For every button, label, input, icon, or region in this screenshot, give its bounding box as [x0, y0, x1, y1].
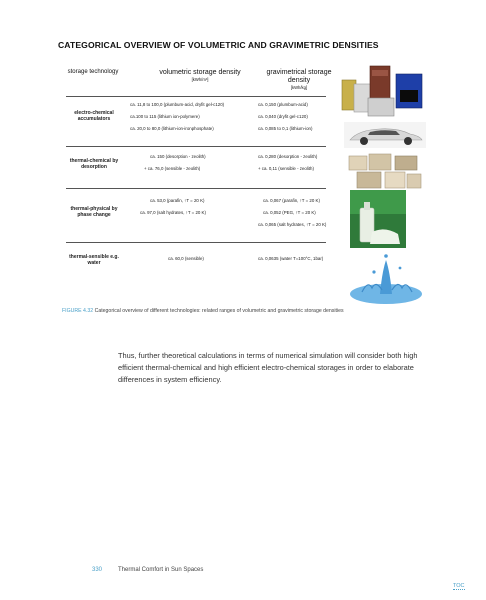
table-cell: ca. 0,040 (dryfit gel-c120) [258, 114, 308, 119]
table-cell: ca. 0,150 (plumbum-acid) [258, 102, 308, 107]
body-paragraph: Thus, further theoretical calculations in terms of numerical simulation will consider both high efficient thermal-chemical and high efficient electro-chemical storages in order to elaborate differences in system efficiency. [118, 351, 418, 384]
table-cell: ca. 0,065 (salt hydrates, ↑T = 20 K) [258, 222, 327, 227]
divider-line [66, 96, 326, 97]
caption-text: Categorical overview of different technologies: related ranges of volumetric and gravimetric storage densities [94, 308, 344, 314]
running-footer-title: Thermal Comfort in Sun Spaces [118, 567, 204, 573]
row-label-thermal-sensible: thermal-sensible e.g. water [69, 254, 119, 266]
header-volumetric [150, 69, 250, 83]
table-cell: ca. 20,0 to 80,0 (lithium-ion-ironphosphate) [130, 126, 214, 131]
header-gravimetric [258, 69, 340, 91]
figure [58, 40, 428, 312]
row-label-thermal-physical: thermal-physical by phase change [70, 206, 118, 218]
divider-line [66, 188, 326, 189]
table-cell: ca. 0,052 (PEG, ↑T = 20 K) [263, 210, 316, 215]
table-cell: ca.100 to 115 (lithium ion-polymere) [130, 114, 200, 119]
table-cell: + ca. 76,0 (sensible - zeolith) [144, 166, 201, 171]
water-splash-photo [344, 250, 428, 308]
table-cell: ca. 0,085 to 0,1 (lithium-ion) [258, 126, 313, 131]
page-number: 330 [92, 567, 103, 573]
table-cell: ca. 150 (desorption - zeolith) [150, 154, 206, 159]
figure-caption [62, 308, 422, 314]
table-cell: ca. 60,0 (sensible) [168, 256, 204, 261]
header-volumetric-unit: [kWh/m³] [191, 77, 209, 82]
header-technology: storage technology [67, 69, 119, 75]
table-cell: ca. 53,0 (parafin, ↑T = 20 K) [150, 198, 205, 203]
divider-line [66, 242, 326, 243]
table-cell: ca. 0,0635 (water T=100°C, 1bar) [258, 256, 324, 261]
row-label-thermal-chemical: thermal-chemical by desorption [69, 158, 119, 170]
table-cell: ca. 97,0 (salt hydrates, ↑T = 20 K) [140, 210, 206, 215]
toc-link[interactable]: TOC [453, 583, 465, 589]
divider-line [66, 146, 326, 147]
header-gravimetric-label: gravimetrical storage density [266, 69, 332, 84]
car-photo [344, 122, 426, 148]
header-gravimetric-unit: [kWh/kg] [290, 85, 308, 90]
figure-title: CATEGORICAL OVERVIEW OF VOLUMETRIC AND GRAVIMETRIC DENSITIES [58, 40, 379, 50]
figure-number: FIGURE 4.32 [62, 308, 94, 314]
battery-photo [340, 62, 426, 122]
row-label-electro-chemical: electro-chemical accumulators [74, 110, 114, 122]
table-cell: ca. 11,8 to 100,0 (plumbum-acid, dryfit gel-c120) [130, 102, 225, 107]
table-cell: ca. 0,067 (parafin, ↑T = 20 K) [263, 198, 320, 203]
zeolith-photo [345, 150, 425, 192]
table-cell: + ca. 0,11 (sensible - zeolith) [258, 166, 314, 171]
header-volumetric-label: volumetric storage density [159, 69, 241, 76]
phase-change-photo [350, 190, 406, 248]
table-cell: ca. 0,280 (desorption - zeolith) [258, 154, 318, 159]
